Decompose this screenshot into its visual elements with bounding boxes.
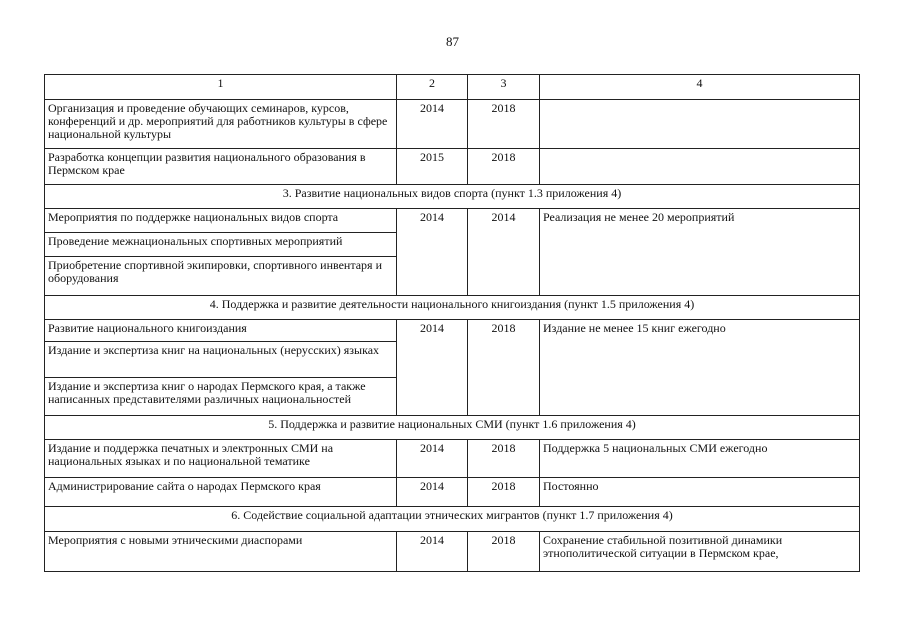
result-cell: Издание не менее 15 книг ежегодно <box>540 320 860 416</box>
start-year-cell: 2015 <box>397 149 468 185</box>
column-number-3: 3 <box>468 75 540 100</box>
section-row <box>45 416 860 440</box>
end-year-cell: 2018 <box>468 532 540 572</box>
section-heading-sport: 3. Развитие национальных видов спорта (пункт 1.3 приложения 4) <box>45 185 860 209</box>
activity-cell: Приобретение спортивной экипировки, спортивного инвентаря и оборудования <box>45 257 397 296</box>
table-row <box>45 478 860 507</box>
activity-cell: Мероприятия по поддержке национальных видов спорта <box>45 209 397 233</box>
start-year-cell: 2014 <box>397 209 468 296</box>
column-number-row <box>45 75 860 100</box>
table-row <box>45 209 860 233</box>
result-cell: Сохранение стабильной позитивной динамики этнополитической ситуации в Пермском крае, <box>540 532 860 572</box>
table-row <box>45 320 860 342</box>
result-cell: Постоянно <box>540 478 860 507</box>
result-cell <box>540 100 860 149</box>
table-row <box>45 440 860 478</box>
end-year-cell: 2018 <box>468 440 540 478</box>
column-number-2: 2 <box>397 75 468 100</box>
start-year-cell: 2014 <box>397 320 468 416</box>
page-number: 87 <box>446 34 459 49</box>
section-heading-books: 4. Поддержка и развитие деятельности национального книгоиздания (пункт 1.5 приложения 4) <box>45 296 860 320</box>
column-number-1: 1 <box>45 75 397 100</box>
end-year-cell: 2018 <box>468 478 540 507</box>
result-cell: Поддержка 5 национальных СМИ ежегодно <box>540 440 860 478</box>
table-row <box>45 532 860 572</box>
activity-cell: Издание и экспертиза книг на национальных (нерусских) языках <box>45 342 397 378</box>
section-heading-media: 5. Поддержка и развитие национальных СМИ (пункт 1.6 приложения 4) <box>45 416 860 440</box>
end-year-cell: 2014 <box>468 209 540 296</box>
start-year-cell: 2014 <box>397 478 468 507</box>
activities-table <box>44 74 860 572</box>
activity-cell: Развитие национального книгоиздания <box>45 320 397 342</box>
activity-cell: Организация и проведение обучающих семинаров, курсов, конференций и др. мероприятий для работников культуры в сфере национальной культуры <box>45 100 397 149</box>
section-row <box>45 296 860 320</box>
section-heading-migrants: 6. Содействие социальной адаптации этнических мигрантов (пункт 1.7 приложения 4) <box>45 507 860 532</box>
end-year-cell: 2018 <box>468 100 540 149</box>
end-year-cell: 2018 <box>468 149 540 185</box>
result-cell <box>540 149 860 185</box>
column-number-4: 4 <box>540 75 860 100</box>
activity-cell: Проведение межнациональных спортивных мероприятий <box>45 233 397 257</box>
section-row <box>45 507 860 532</box>
section-row <box>45 185 860 209</box>
start-year-cell: 2014 <box>397 100 468 149</box>
activity-cell: Издание и экспертиза книг о народах Пермского края, а также написанных представителями различных национальностей <box>45 378 397 416</box>
activity-cell: Издание и поддержка печатных и электронных СМИ на национальных языках и по национальной тематике <box>45 440 397 478</box>
end-year-cell: 2018 <box>468 320 540 416</box>
activity-cell: Разработка концепции развития национального образования в Пермском крае <box>45 149 397 185</box>
activity-cell: Мероприятия с новыми этническими диаспорами <box>45 532 397 572</box>
activity-cell: Администрирование сайта о народах Пермского края <box>45 478 397 507</box>
table-row <box>45 149 860 185</box>
start-year-cell: 2014 <box>397 440 468 478</box>
start-year-cell: 2014 <box>397 532 468 572</box>
table-row <box>45 100 860 149</box>
result-cell: Реализация не менее 20 мероприятий <box>540 209 860 296</box>
